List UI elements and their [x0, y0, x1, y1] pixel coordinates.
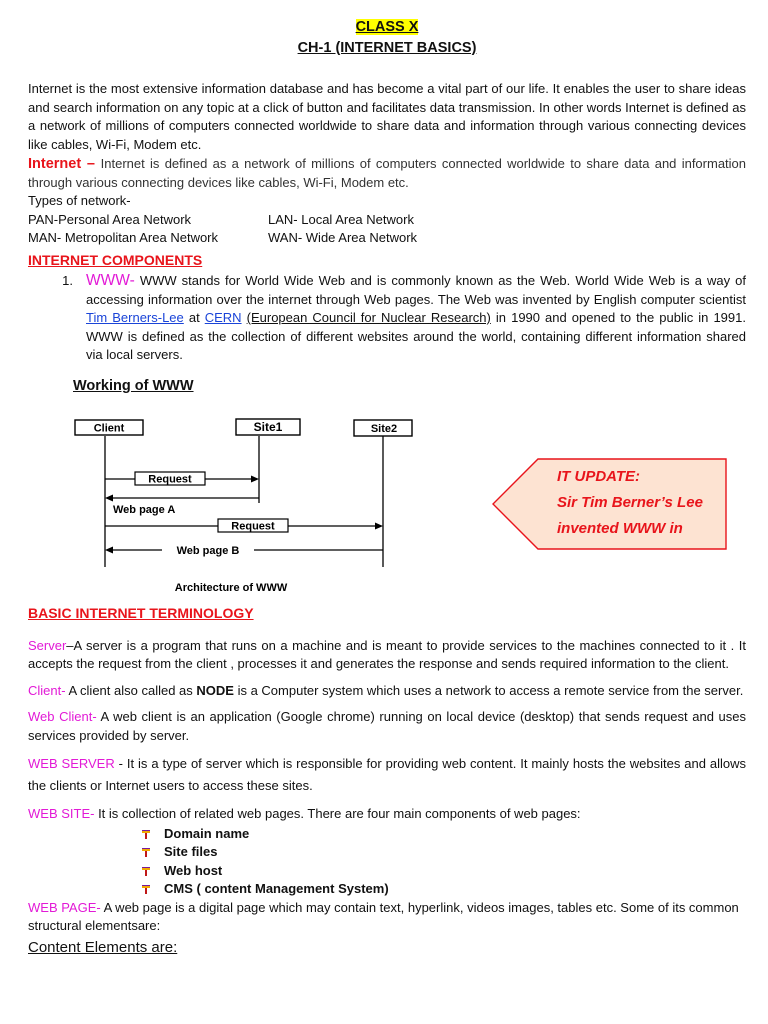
component-cms: CMS ( content Management System) [164, 881, 389, 896]
component-web-host: Web host [164, 862, 223, 878]
web-client-text: A web client is an application (Google chrome) running on local device (desktop) that sends request and uses services provided by server. [28, 709, 746, 743]
cern-link[interactable]: CERN [204, 310, 242, 325]
www-term: WWW- [86, 272, 135, 289]
pushpin-bullet-icon [140, 827, 154, 841]
server-text: –A server is a program that runs on a machine and is meant to provide services to the machines connected to it . It accepts the request from the client , processes it and generates the response and sends required information to the client. [28, 637, 746, 671]
web-server-text: - It is a type of server which is responsible for providing web content. It mainly hosts the websites and allows the clients or Internet users to access these sites. [28, 756, 746, 793]
list-item [140, 825, 746, 844]
title-block [28, 18, 746, 57]
www-text-3: The Web was invented by English computer scientist [433, 291, 746, 307]
web-server-definition [28, 753, 746, 797]
list-item [140, 843, 746, 862]
www-text-1: WWW stands for World Wide Web and is commonly known as the Web. [134, 273, 576, 288]
tim-berners-lee-link[interactable]: Tim Berners-Lee [86, 310, 184, 325]
component-site-files: Site files [164, 844, 218, 859]
terminology-section [28, 604, 746, 957]
www-paragraph [86, 272, 746, 365]
list-item [140, 862, 746, 881]
content-elements-heading: Content Elements are: [28, 938, 178, 956]
cern-full-name: (European Council for Nuclear Research) [246, 310, 491, 325]
request1-label: Request [148, 473, 192, 486]
pushpin-bullet-icon [140, 864, 154, 878]
client-text-1: A client also called as [65, 682, 197, 698]
network-types-heading: Types of network- [28, 193, 131, 208]
request2-label: Request [231, 520, 275, 533]
www-text-2: World Wide Web is a way of accessing information over the internet through Web pages. [86, 273, 746, 307]
terminology-heading: BASIC INTERNET TERMINOLOGY [28, 605, 254, 621]
server-term: Server [28, 637, 67, 653]
webpage-b-label: Web page B [176, 545, 240, 557]
web-page-components-list [140, 825, 746, 899]
web-server-term: WEB SERVER [28, 756, 119, 771]
diagram-heading: Working of WWW [73, 377, 194, 394]
www-architecture-diagram [0, 410, 768, 610]
callout-line2: Sir Tim Berner’s Lee [557, 494, 703, 511]
chapter-title: CH-1 (INTERNET BASICS) [297, 39, 477, 56]
client-definition [28, 682, 746, 701]
network-types-list [28, 211, 746, 248]
client-text-2: is a Computer system which uses a network to access a remote service from the server. [233, 682, 744, 698]
web-site-term: WEB SITE- [28, 806, 95, 821]
internet-term: Internet – [28, 156, 101, 172]
site2-label: Site2 [370, 423, 398, 435]
client-term: Client- [28, 682, 66, 698]
web-site-definition [28, 805, 746, 824]
list-item [140, 880, 746, 899]
www-text-6: in 1990 and opened to the public in 1991. WWW is defined as the collection of different websites around the world, containing different information shared via local servers. [86, 310, 746, 362]
www-text-4: at [183, 310, 205, 325]
web-site-text: It is collection of related web pages. There are four main components of web pages: [94, 806, 581, 821]
intro-paragraph: Internet is the most extensive information database and has become a vital part of our life. It enables the user to share ideas and search information on any topic at a click of button and facilitates data transmission. In other words Internet is defined as a network of millions of computers connected worldwide to share data and information through various connecting devices like cables, Wi-Fi, Modem etc. [28, 81, 746, 152]
web-client-definition [28, 708, 746, 745]
class-title: CLASS X [355, 19, 419, 35]
components-heading: INTERNET COMPONENTS [28, 251, 203, 268]
webpage-a-label: Web page A [113, 504, 176, 516]
pushpin-bullet-icon [140, 882, 154, 896]
internet-definition [28, 155, 746, 192]
site1-label: Site1 [253, 420, 283, 434]
network-type-lan: LAN- Local Area Network [268, 211, 414, 227]
diagram-caption: Architecture of WWW [174, 582, 288, 594]
pushpin-bullet-icon [140, 845, 154, 859]
web-page-text: A web page is a digital page which may contain text, hyperlink, videos images, tables etc. Some of its common structural elementsare: [28, 899, 739, 933]
component-domain-name: Domain name [164, 825, 250, 841]
node-term: NODE [196, 682, 234, 698]
web-page-definition [28, 899, 746, 936]
internet-definition-text: Internet is defined as a network of millions of computers connected worldwide to share data and information through various connecting devices like cables, Wi-Fi, Modem etc. [28, 156, 747, 190]
network-type-man: MAN- Metropolitan Area Network [28, 230, 219, 245]
server-definition [28, 637, 746, 674]
web-page-term: WEB PAGE- [28, 899, 101, 915]
callout-line3: invented WWW in [557, 520, 683, 537]
web-client-term: Web Client- [28, 709, 97, 724]
client-label: Client [93, 422, 125, 435]
document-page [28, 18, 746, 395]
list-number: 1. [62, 273, 73, 288]
component-item-www [28, 272, 746, 365]
callout-line1: IT UPDATE: [557, 468, 641, 485]
network-type-wan: WAN- Wide Area Network [268, 230, 418, 245]
network-type-pan: PAN-Personal Area Network [28, 211, 192, 227]
